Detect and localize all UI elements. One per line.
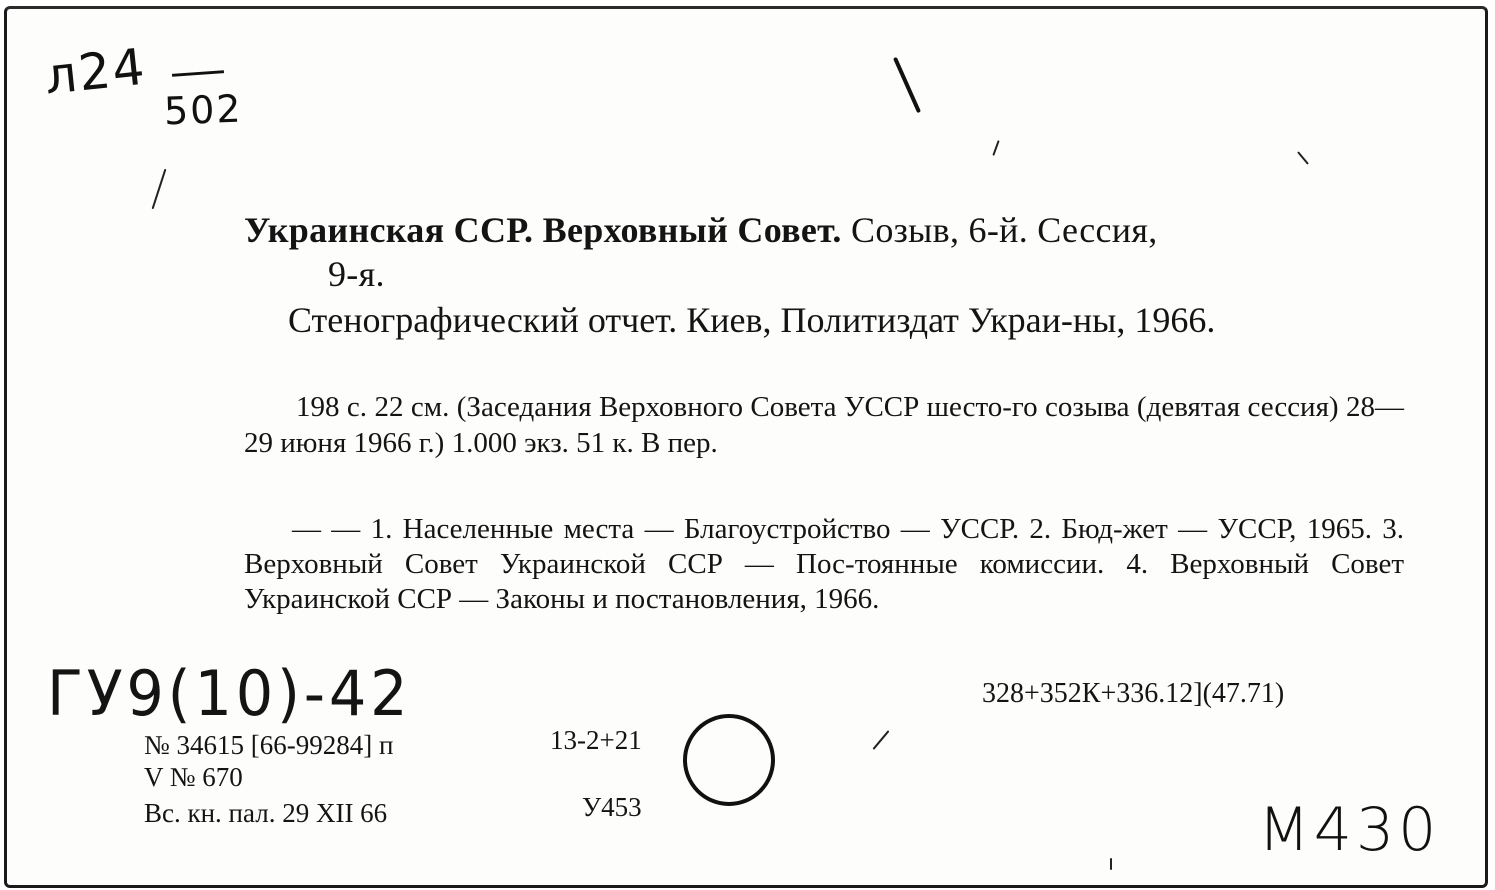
handwritten-shelf-mark: л24 (41, 37, 150, 106)
order-number: № 34615 [66-99284] п (144, 730, 394, 760)
convocation-session: Созыв, 6-й. Сессия, (841, 210, 1158, 250)
class-code: 13-2+21 (550, 725, 642, 755)
entry-heading (244, 208, 1404, 296)
subject-headings: — — 1. Населенные места — Благоустройство — УССР. 2. Бюд-жет — УССР, 1965. 3. Верховный Совет Украинской ССР — Пос-тоянные комиссии. 4. Верховный Совет Украинской ССР — Законы и постановления, 1966. (244, 513, 1404, 615)
book-chamber-line: Вс. кн. пал. 29 XII 66 (144, 798, 388, 828)
handwritten-inventory-number: М430 (1258, 795, 1441, 865)
title-and-imprint: Стенографический отчет. Киев, Политиздат Украи-ны, 1966. (288, 300, 1216, 340)
session-number: 9-я. (328, 254, 385, 294)
handwritten-shelf-number: 502 (163, 86, 244, 134)
sheet-code: У453 (582, 792, 642, 822)
handwritten-classification: ГУ9(10)-42 (47, 657, 412, 730)
collation-note: 198 с. 22 см. (Заседания Верховного Совета УССР шесто-го созыва (девятая сессия) 28—29 июня 1966 г.) 1.000 экз. 51 к. В пер. (244, 391, 1404, 459)
corporate-author: Украинская ССР. Верховный Совет. (244, 210, 842, 250)
print-number: V № 670 (144, 762, 243, 792)
scan-speck (1110, 858, 1112, 870)
circle-stamp (683, 714, 775, 806)
classification-udk: 328+352К+336.12](47.71) (982, 678, 1285, 709)
